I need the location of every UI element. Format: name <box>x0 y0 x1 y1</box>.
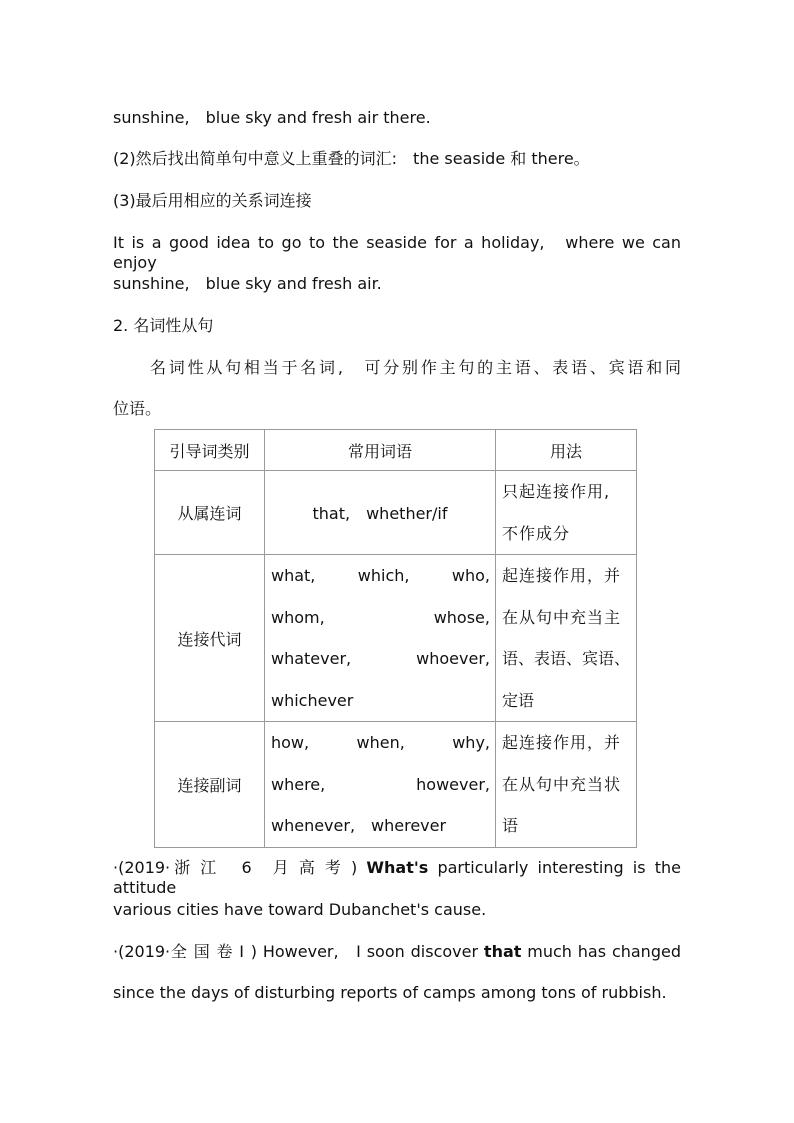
usage-line: 起连接作用，并 <box>502 733 622 752</box>
table-cell-category: 从属连词 <box>155 471 265 555</box>
paragraph-line: 名词性从句相当于名词, 可分别作主句的主语、表语、宾语和同 <box>150 358 681 377</box>
usage-line: 不作成分 <box>502 523 571 543</box>
example-line: since the days of disturbing reports of camps among tons of rubbish. <box>113 983 667 1002</box>
usage-line: 语 <box>502 816 519 835</box>
table-row <box>155 471 637 555</box>
word-line: where, however, <box>271 774 490 794</box>
table-cell-usage <box>496 722 637 848</box>
table-cell-usage <box>496 555 637 722</box>
word-line: whatever, whoever, <box>271 649 490 668</box>
usage-line: 语、表语、宾语、 <box>502 649 631 668</box>
example-keyword: What's <box>366 858 429 877</box>
usage-line: 在从句中充当主 <box>502 607 622 627</box>
grammar-table <box>154 429 637 848</box>
example-line: various cities have toward Dubanchet's cause. <box>113 900 487 919</box>
word-line: what, which, who, <box>271 566 490 585</box>
paragraph-line: 位语。 <box>113 399 162 418</box>
example-line: ·(2019·全国卷Ⅰ) However, I soon discover that much has changed <box>113 942 681 961</box>
table-header: 常用词语 <box>265 430 496 471</box>
usage-line: 起连接作用，并 <box>502 566 622 585</box>
table-header: 用法 <box>496 430 637 471</box>
text-line: sunshine, blue sky and fresh air. <box>113 274 382 293</box>
word-line: whichever <box>271 690 354 710</box>
example-source: 浙江 6 月高考 <box>170 858 351 877</box>
table-row <box>155 722 637 848</box>
table-cell-category: 连接副词 <box>155 722 265 848</box>
table-cell-category: 连接代词 <box>155 555 265 722</box>
text-line: (3)最后用相应的关系词连接 <box>113 191 312 210</box>
table-header-row <box>155 430 637 471</box>
word-line: whenever, wherever <box>271 816 447 835</box>
table-cell-words <box>265 555 496 722</box>
example-keyword: that <box>483 942 522 961</box>
section-heading: 2. 名词性从句 <box>113 316 214 335</box>
example-source: 全国卷Ⅰ <box>170 942 251 961</box>
table-cell-words: that, whether/if <box>265 471 496 555</box>
table-cell-usage <box>496 471 637 555</box>
usage-line: 定语 <box>502 690 535 710</box>
text-line: It is a good idea to go to the seaside for a holiday, where we can enjoy <box>113 233 681 272</box>
text-line: (2)然后找出简单句中意义上重叠的词汇: the seaside 和 there。 <box>113 149 590 168</box>
table-row <box>155 555 637 722</box>
example-line: ·(2019·浙江 6 月高考) What's particularly interesting is the attitude <box>113 858 681 897</box>
usage-line: 只起连接作用, <box>502 482 611 501</box>
usage-line: 在从句中充当状 <box>502 774 622 794</box>
table-cell-words <box>265 722 496 848</box>
word-line: whom, whose, <box>271 607 490 627</box>
word-line: how, when, why, <box>271 733 490 752</box>
table-header: 引导词类别 <box>155 430 265 471</box>
text-line: sunshine, blue sky and fresh air there. <box>113 108 431 127</box>
